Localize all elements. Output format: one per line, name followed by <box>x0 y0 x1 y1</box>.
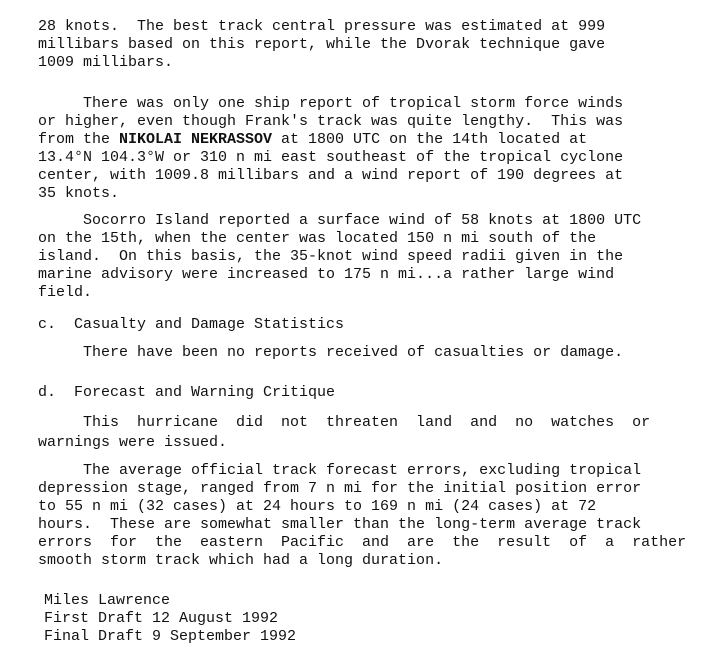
ship-para-line-5: center, with 1009.8 millibars and a wind report of 190 degrees at <box>38 167 624 184</box>
first-draft-date: First Draft 12 August 1992 <box>44 610 279 627</box>
section-d-para1-line-2: warnings were issued. <box>38 434 228 451</box>
final-draft-date: Final Draft 9 September 1992 <box>44 628 297 645</box>
section-d-para2-line-2: depression stage, ranged from 7 n mi for the initial position error <box>38 480 642 497</box>
ship-para-line-3-prefix: from the <box>38 131 120 148</box>
ship-para-line-3 <box>38 131 587 149</box>
section-c-heading: c. Casualty and Damage Statistics <box>38 316 345 333</box>
author-name: Miles Lawrence <box>44 592 171 609</box>
section-d-para2-line-3: to 55 n mi (32 cases) at 24 hours to 169 n mi (24 cases) at 72 <box>38 498 597 515</box>
intro-line-3: 1009 millibars. <box>38 54 174 71</box>
intro-line-2: millibars based on this report, while the Dvorak technique gave <box>38 36 606 53</box>
section-d-para1-line-1: This hurricane did not threaten land and no watches or <box>38 414 651 431</box>
socorro-para-line-4: marine advisory were increased to 175 n mi...a rather large wind <box>38 266 615 283</box>
section-d-heading: d. Forecast and Warning Critique <box>38 384 336 401</box>
ship-para-line-6: 35 knots. <box>38 185 120 202</box>
socorro-para-line-1: Socorro Island reported a surface wind of 58 knots at 1800 UTC <box>38 212 642 229</box>
socorro-para-line-5: field. <box>38 284 93 301</box>
section-d-para2-line-1: The average official track forecast errors, excluding tropical <box>38 462 642 479</box>
section-c-body: There have been no reports received of casualties or damage. <box>38 344 624 361</box>
intro-line-1: 28 knots. The best track central pressure was estimated at 999 <box>38 18 606 35</box>
section-d-para2-line-4: hours. These are somewhat smaller than the long-term average track <box>38 516 642 533</box>
section-d-para2-line-6: smooth storm track which had a long duration. <box>38 552 444 569</box>
ship-para-line-1: There was only one ship report of tropical storm force winds <box>38 95 624 112</box>
ship-name: NIKOLAI NEKRASSOV <box>119 131 273 148</box>
ship-para-line-4: 13.4°N 104.3°W or 310 n mi east southeast of the tropical cyclone <box>38 149 624 166</box>
socorro-para-line-3: island. On this basis, the 35-knot wind speed radii given in the <box>38 248 624 265</box>
section-d-para2-line-5: errors for the eastern Pacific and are the result of a rather <box>38 534 687 551</box>
socorro-para-line-2: on the 15th, when the center was located 150 n mi south of the <box>38 230 597 247</box>
ship-para-line-3-suffix: at 1800 UTC on the 14th located at <box>272 131 588 148</box>
ship-para-line-2: or higher, even though Frank's track was quite lengthy. This was <box>38 113 624 130</box>
